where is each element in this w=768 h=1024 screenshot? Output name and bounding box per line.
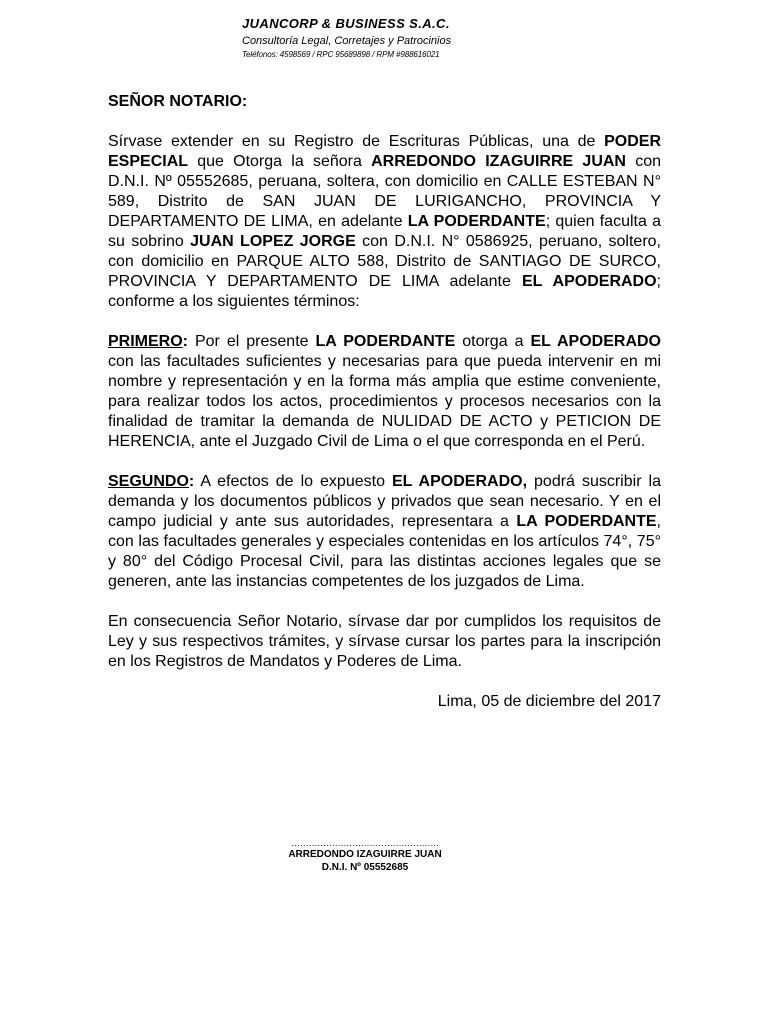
- intro-bold-attorney-name: JUAN LOPEZ JORGE: [190, 233, 356, 250]
- intro-text-1: Sírvase extender en su Registro de Escrituras Públicas, una de: [108, 133, 605, 150]
- closing-paragraph: En consecuencia Señor Notario, sírvase dar por cumplidos los requisitos de Ley y sus respectivos trámites, y sírvase cursar los partes para la inscripción en los Registros de Mandatos y Poderes de Lima.: [108, 613, 661, 670]
- intro-bold-poder-especial: PODER ESPECIAL: [108, 133, 661, 170]
- primero-colon: :: [182, 333, 188, 350]
- company-name: JUANCORP & BUSINESS S.A.C.: [242, 16, 450, 31]
- intro-text-4: ; quien faculta a su sobrino: [108, 213, 661, 250]
- intro-text-3: con D.N.I. Nº 05552685, peruana, soltera, con domicilio en CALLE ESTEBAN N° 589, Distrito de SAN JUAN DE LURIGANCHO, PROVINCIA Y DEPARTAMENTO DE LIMA, en adelante: [108, 153, 661, 230]
- segundo-bold-el-apoderado: EL APODERADO,: [391, 473, 528, 490]
- primero-bold-el-apoderado: EL APODERADO: [530, 333, 661, 350]
- intro-text-2: que Otorga la señora: [188, 153, 372, 170]
- intro-bold-la-poderdante: LA PODERDANTE: [407, 213, 546, 230]
- primero-paragraph: [108, 332, 661, 452]
- signature-line: ……………………………………………: [291, 838, 439, 848]
- salutation: SEÑOR NOTARIO:: [108, 93, 248, 110]
- signer-dni: D.N.I. Nº 05552685: [321, 862, 409, 873]
- signer-name: ARREDONDO IZAGUIRRE JUAN: [288, 849, 442, 860]
- company-tagline: Consultoría Legal, Corretajes y Patrocinios: [242, 35, 452, 47]
- letterhead: [242, 14, 542, 62]
- signature-block: [240, 838, 490, 874]
- company-phones: Teléfonos: 4598569 / RPC 95689898 / RPM #988616021: [242, 50, 440, 59]
- segundo-text-1: A efectos de lo expuesto: [194, 473, 392, 490]
- primero-text-3: con las facultades suficientes y necesarias para que pueda intervenir en mi nombre y representación y en la forma más amplia que estime conveniente, para realizar todos los actos, procedimientos y procesos necesarios con la finalidad de tramitar la demanda de NULIDAD DE ACTO y PETICION DE HERENCIA, ante el Juzgado Civil de Lima o el que corresponda en el Perú.: [108, 353, 661, 450]
- primero-bold-la-poderdante: LA PODERDANTE: [315, 333, 456, 350]
- segundo-text-3: , con las facultades generales y especiales contenidas en los artículos 74°, 75° y 80° del Código Procesal Civil, para las distintas acciones legales que se generen, ante las instancias competentes de los juzgados de Lima.: [108, 513, 661, 590]
- segundo-paragraph: [108, 472, 661, 592]
- primero-text-2: otorga a: [455, 333, 531, 350]
- intro-bold-el-apoderado: EL APODERADO: [521, 273, 657, 290]
- intro-text-6: ; conforme a los siguientes términos:: [108, 273, 661, 310]
- document-date: Lima, 05 de diciembre del 2017: [437, 693, 661, 710]
- primero-text-1: Por el presente: [188, 333, 316, 350]
- segundo-heading: SEGUNDO: [108, 473, 189, 490]
- intro-text-5: con D.N.I. N° 0586925, peruano, soltero, con domicilio en PARQUE ALTO 588, Distrito de SANTIAGO DE SURCO, PROVINCIA Y DEPARTAMENTO DE LIMA adelante: [108, 233, 662, 290]
- segundo-colon: :: [188, 473, 195, 490]
- segundo-bold-la-poderdante: LA PODERDANTE: [516, 513, 657, 530]
- primero-heading: PRIMERO: [108, 333, 183, 350]
- intro-bold-grantor-name: ARREDONDO IZAGUIRRE JUAN: [371, 153, 626, 170]
- document-body: [108, 92, 661, 712]
- segundo-text-2: podrá suscribir la demanda y los documentos públicos y privados que sean necesario. Y en el campo judicial y ante sus autoridades, representara a: [108, 473, 661, 530]
- intro-paragraph: [108, 132, 661, 312]
